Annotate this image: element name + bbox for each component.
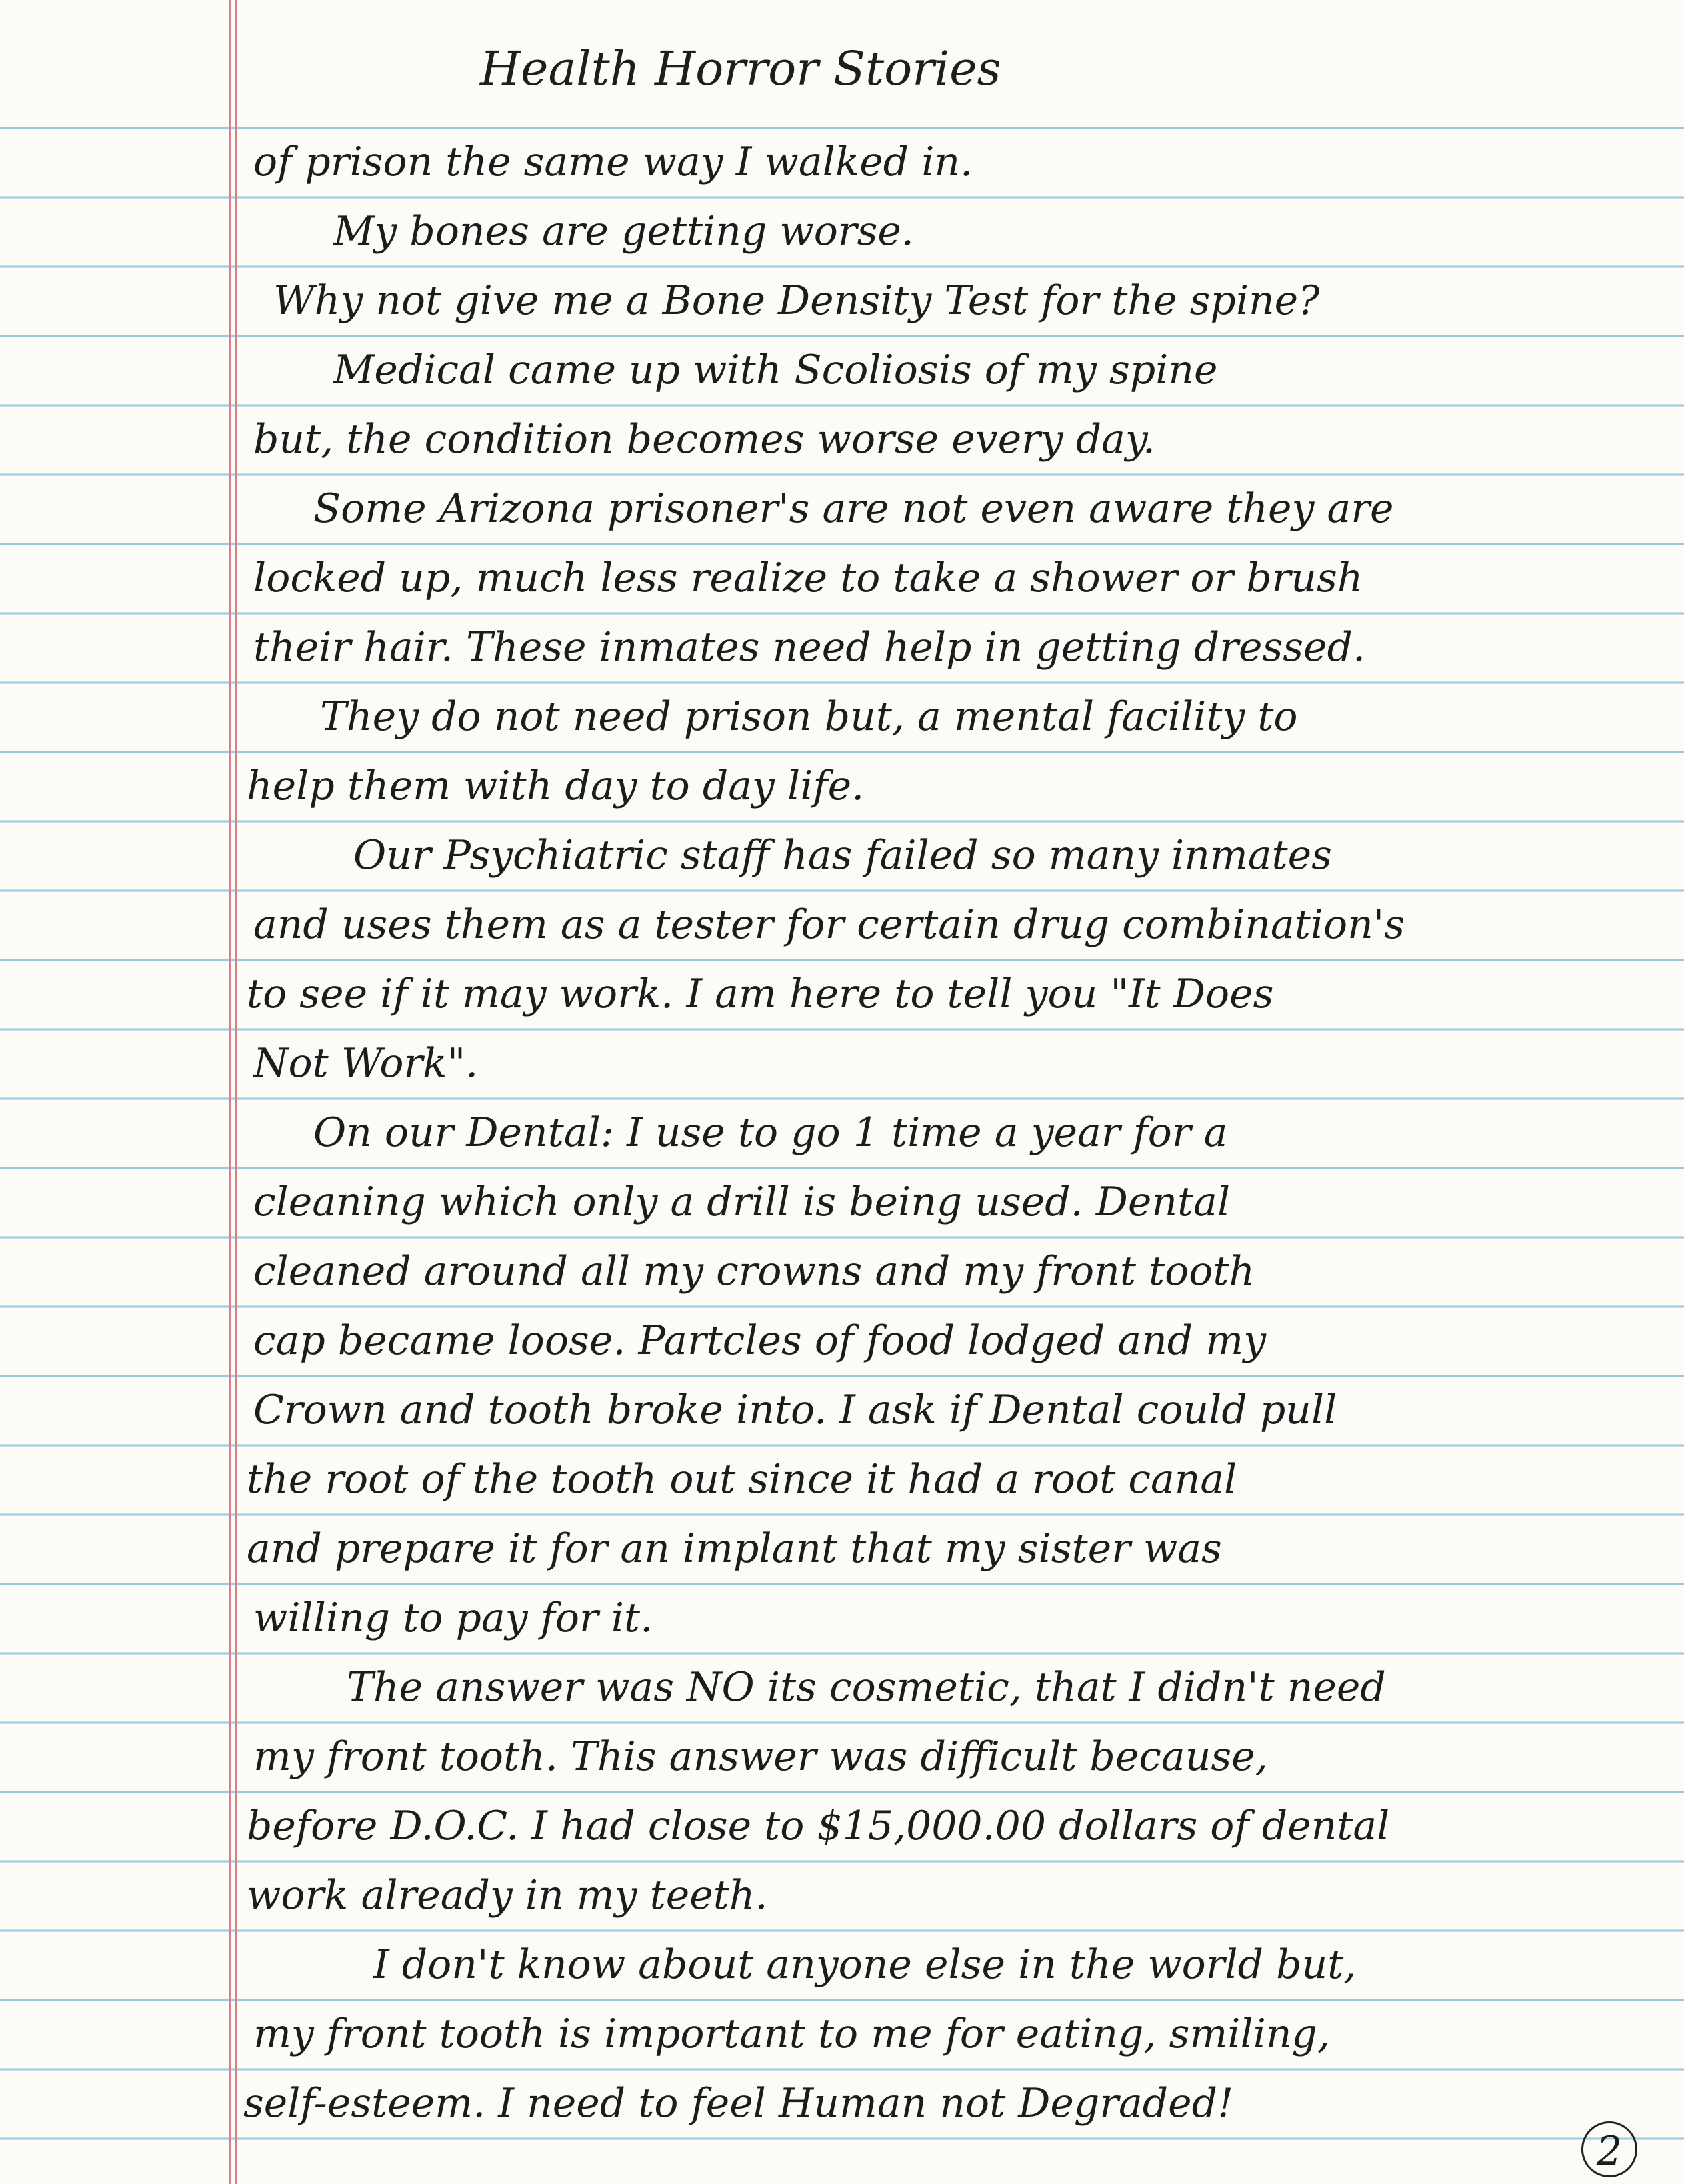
handwritten-line: cleaned around all my crowns and my front tooth	[253, 1248, 1255, 1295]
margin-line	[229, 0, 231, 2184]
handwritten-line: and prepare it for an implant that my sister was	[247, 1525, 1222, 1572]
handwritten-line: willing to pay for it.	[253, 1595, 653, 1641]
handwritten-line: my front tooth. This answer was difficult because,	[253, 1733, 1268, 1780]
handwritten-line: They do not need prison but, a mental facility to	[320, 693, 1298, 740]
handwritten-line: and uses them as a tester for certain drug combination's	[253, 901, 1405, 948]
handwritten-line: of prison the same way I walked in.	[253, 139, 973, 185]
handwritten-line: to see if it may work. I am here to tell you "It Does	[247, 971, 1274, 1017]
handwritten-line: Not Work".	[253, 1040, 479, 1087]
handwritten-line: My bones are getting worse.	[333, 208, 914, 255]
handwritten-line: cap became loose. Partcles of food lodged and my	[253, 1317, 1267, 1364]
handwritten-line: before D.O.C. I had close to $15,000.00 dollars of dental	[247, 1803, 1390, 1849]
page-title: Health Horror Stories	[480, 41, 1001, 96]
handwritten-line: Crown and tooth broke into. I ask if Dental could pull	[253, 1387, 1337, 1433]
handwritten-line: work already in my teeth.	[247, 1872, 768, 1919]
handwritten-line: their hair. These inmates need help in getting dressed.	[253, 624, 1366, 671]
handwritten-line: self-esteem. I need to feel Human not Degraded!	[243, 2080, 1234, 2127]
handwritten-line: I don't know about anyone else in the world but,	[373, 1941, 1357, 1988]
handwritten-line: Why not give me a Bone Density Test for the spine?	[273, 277, 1320, 324]
handwritten-line: but, the condition becomes worse every day.	[253, 416, 1155, 463]
handwritten-line: Some Arizona prisoner's are not even aware they are	[313, 485, 1394, 532]
handwritten-line: help them with day to day life.	[247, 763, 865, 809]
handwritten-line: locked up, much less realize to take a shower or brush	[253, 555, 1363, 601]
handwritten-line: The answer was NO its cosmetic, that I didn't need	[347, 1664, 1386, 1711]
handwritten-line: Medical came up with Scoliosis of my spine	[333, 347, 1218, 393]
handwritten-line: Our Psychiatric staff has failed so many inmates	[353, 832, 1332, 879]
margin-line	[235, 0, 237, 2184]
handwritten-line: cleaning which only a drill is being used. Dental	[253, 1179, 1231, 1225]
handwritten-line: On our Dental: I use to go 1 time a year for a	[313, 1109, 1228, 1156]
handwritten-line: my front tooth is important to me for eating, smiling,	[253, 2011, 1330, 2057]
handwritten-line: the root of the tooth out since it had a root canal	[247, 1456, 1237, 1503]
page-number: 2	[1581, 2121, 1637, 2177]
